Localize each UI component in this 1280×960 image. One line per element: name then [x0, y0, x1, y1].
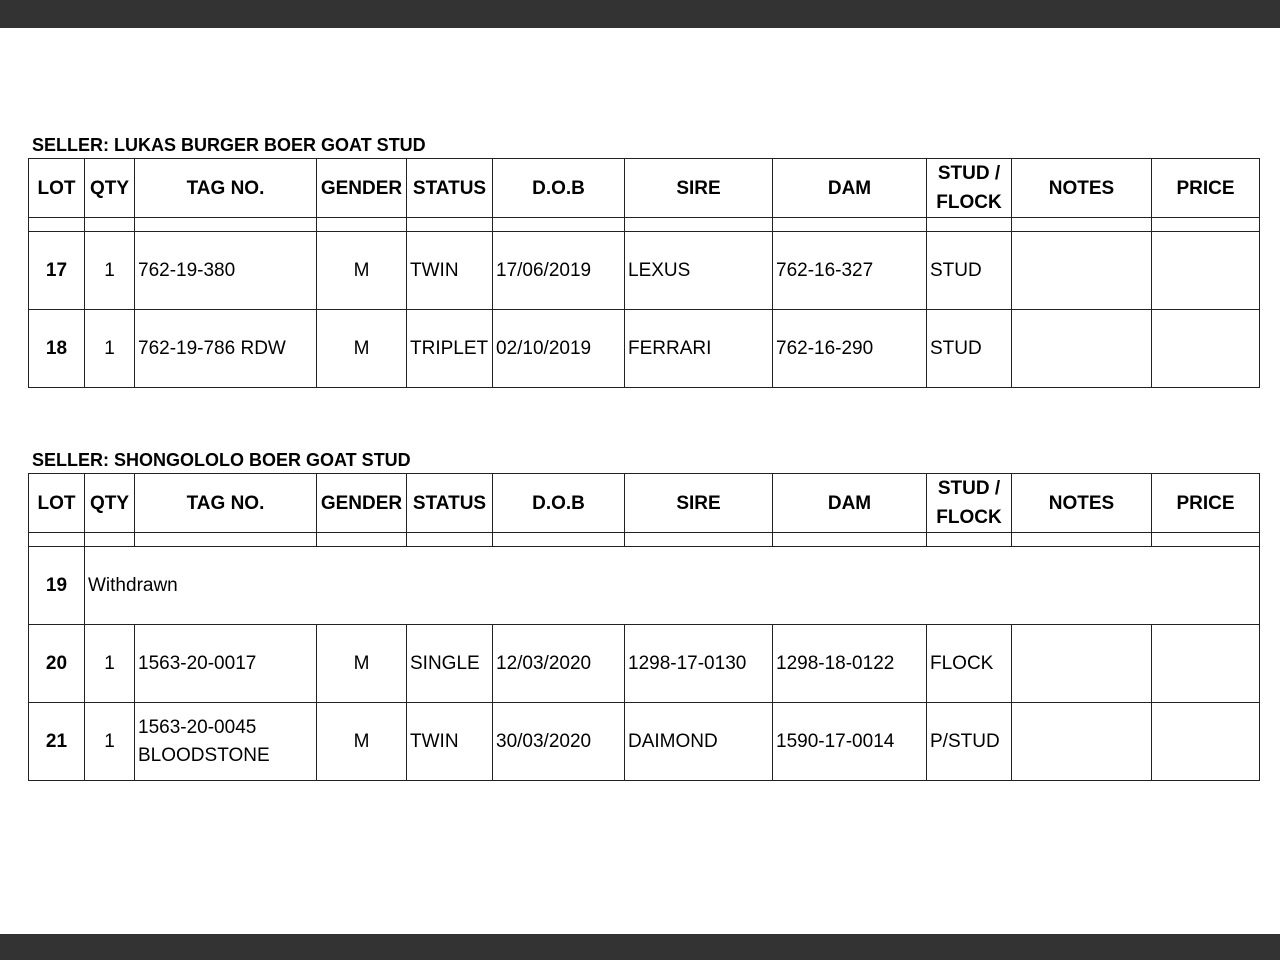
table-row [29, 232, 1260, 310]
dam-cell: 762-16-327 [773, 232, 927, 310]
qty-cell: 1 [85, 232, 135, 310]
spacer-row [29, 533, 1260, 547]
lots-table [28, 158, 1260, 388]
col-header-price: PRICE [1152, 474, 1260, 533]
gender-cell: M [317, 625, 407, 703]
spacer-row [29, 218, 1260, 232]
lot-cell: 21 [29, 703, 85, 781]
lot-cell: 17 [29, 232, 85, 310]
table-row [29, 625, 1260, 703]
notes-cell [1012, 625, 1152, 703]
viewer-top-bar [0, 0, 1280, 28]
col-header-sire: SIRE [625, 474, 773, 533]
gender-cell: M [317, 310, 407, 388]
gender-cell: M [317, 703, 407, 781]
tag-cell: 1563-20-0045 BLOODSTONE [135, 703, 317, 781]
dam-cell: 762-16-290 [773, 310, 927, 388]
lots-table [28, 473, 1260, 781]
col-header-lot: LOT [29, 159, 85, 218]
sire-cell: DAIMOND [625, 703, 773, 781]
col-header-lot: LOT [29, 474, 85, 533]
notes-cell [1012, 703, 1152, 781]
col-header-price: PRICE [1152, 159, 1260, 218]
lot-cell: 18 [29, 310, 85, 388]
status-cell: TWIN [407, 232, 493, 310]
status-cell: TWIN [407, 703, 493, 781]
col-header-gender: GENDER [317, 474, 407, 533]
table-header-row [29, 474, 1260, 533]
table-header-row [29, 159, 1260, 218]
gender-cell: M [317, 232, 407, 310]
seller-heading [32, 450, 411, 470]
seller-name: SHONGOLOLO BOER GOAT STUD [114, 450, 411, 470]
dam-cell: 1298-18-0122 [773, 625, 927, 703]
lot-cell: 20 [29, 625, 85, 703]
seller-label: SELLER: [32, 450, 110, 470]
sire-cell: LEXUS [625, 232, 773, 310]
col-header-gender: GENDER [317, 159, 407, 218]
col-header-qty: QTY [85, 159, 135, 218]
seller-label: SELLER: [32, 135, 110, 155]
table-row-withdrawn [29, 547, 1260, 625]
table-row [29, 703, 1260, 781]
col-header-qty: QTY [85, 474, 135, 533]
col-header-status: STATUS [407, 474, 493, 533]
seller-name: LUKAS BURGER BOER GOAT STUD [114, 135, 426, 155]
tag-cell: 762-19-380 [135, 232, 317, 310]
stud-flock-cell: P/STUD [927, 703, 1012, 781]
qty-cell: 1 [85, 310, 135, 388]
col-header-stud-flock: STUD / FLOCK [927, 474, 1012, 533]
sire-cell: FERRARI [625, 310, 773, 388]
stud-flock-cell: FLOCK [927, 625, 1012, 703]
price-cell [1152, 703, 1260, 781]
price-cell [1152, 310, 1260, 388]
col-header-stud-flock: STUD / FLOCK [927, 159, 1012, 218]
stud-flock-cell: STUD [927, 232, 1012, 310]
seller-heading [32, 135, 426, 155]
status-cell: SINGLE [407, 625, 493, 703]
col-header-dam: DAM [773, 474, 927, 533]
withdrawn-cell: Withdrawn [85, 547, 1260, 625]
dob-cell: 02/10/2019 [493, 310, 625, 388]
price-cell [1152, 232, 1260, 310]
sire-cell: 1298-17-0130 [625, 625, 773, 703]
notes-cell [1012, 232, 1152, 310]
dob-cell: 17/06/2019 [493, 232, 625, 310]
stud-flock-cell: STUD [927, 310, 1012, 388]
col-header-status: STATUS [407, 159, 493, 218]
notes-cell [1012, 310, 1152, 388]
tag-cell: 1563-20-0017 [135, 625, 317, 703]
col-header-tag: TAG NO. [135, 474, 317, 533]
lot-cell: 19 [29, 547, 85, 625]
col-header-dob: D.O.B [493, 159, 625, 218]
status-cell: TRIPLET [407, 310, 493, 388]
col-header-notes: NOTES [1012, 159, 1152, 218]
dob-cell: 30/03/2020 [493, 703, 625, 781]
viewer-bottom-bar [0, 934, 1280, 960]
col-header-dob: D.O.B [493, 474, 625, 533]
dam-cell: 1590-17-0014 [773, 703, 927, 781]
col-header-dam: DAM [773, 159, 927, 218]
price-cell [1152, 625, 1260, 703]
qty-cell: 1 [85, 703, 135, 781]
col-header-sire: SIRE [625, 159, 773, 218]
dob-cell: 12/03/2020 [493, 625, 625, 703]
qty-cell: 1 [85, 625, 135, 703]
col-header-notes: NOTES [1012, 474, 1152, 533]
table-row [29, 310, 1260, 388]
tag-cell: 762-19-786 RDW [135, 310, 317, 388]
col-header-tag: TAG NO. [135, 159, 317, 218]
